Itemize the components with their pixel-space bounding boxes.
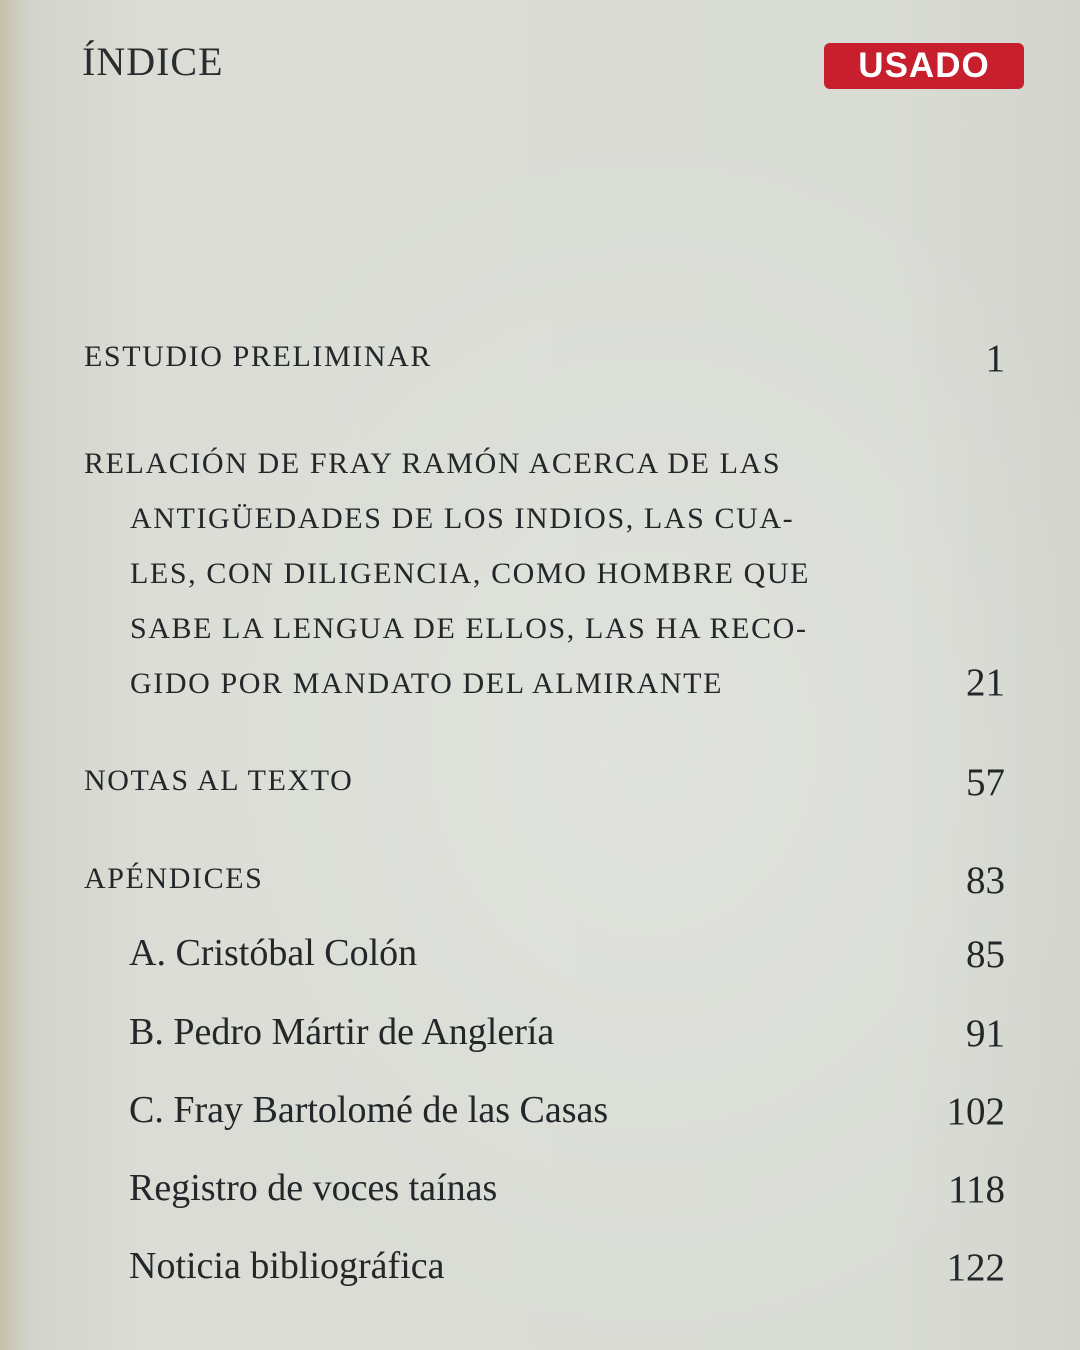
used-badge: USADO [824, 43, 1024, 89]
toc-subentry-page: 122 [946, 1246, 1005, 1289]
page-title: ÍNDICE [82, 39, 224, 84]
toc-subentry-label: A. Cristóbal Colón [129, 932, 418, 974]
toc-entry-relacion-line: LES, CON DILIGENCIA, COMO HOMBRE QUE [130, 557, 811, 590]
toc-entry-estudio-page: 1 [985, 337, 1005, 380]
toc-entry-apendices-page: 83 [966, 859, 1005, 902]
toc-subentry-label: Registro de voces taínas [129, 1167, 498, 1209]
toc-entry-relacion-page: 21 [966, 661, 1005, 704]
toc-entry-notas-page: 57 [966, 761, 1005, 804]
toc-entry-relacion-line: GIDO POR MANDATO DEL ALMIRANTE [130, 667, 723, 700]
page-spine-shadow [0, 0, 30, 1350]
toc-subentry-page: 118 [947, 1168, 1005, 1211]
toc-entry-relacion-line: SABE LA LENGUA DE ELLOS, LAS HA RECO- [130, 612, 808, 645]
toc-subentry-page: 91 [966, 1012, 1005, 1055]
toc-subentry-page: 85 [966, 933, 1005, 976]
toc-subentry-label: C. Fray Bartolomé de las Casas [129, 1089, 609, 1131]
toc-subentry-label: Noticia bibliográfica [129, 1245, 445, 1287]
toc-subentry-label: B. Pedro Mártir de Anglería [129, 1011, 555, 1053]
toc-entry-apendices-label: APÉNDICES [84, 862, 264, 895]
toc-subentry-page: 102 [946, 1090, 1005, 1133]
toc-entry-relacion-line: RELACIÓN DE FRAY RAMÓN ACERCA DE LAS [84, 447, 782, 480]
toc-entry-notas-label: NOTAS AL TEXTO [84, 764, 354, 797]
toc-entry-estudio-label: ESTUDIO PRELIMINAR [84, 340, 432, 373]
toc-entry-relacion [84, 436, 904, 711]
toc-entry-relacion-line: ANTIGÜEDADES DE LOS INDIOS, LAS CUA- [130, 502, 795, 535]
